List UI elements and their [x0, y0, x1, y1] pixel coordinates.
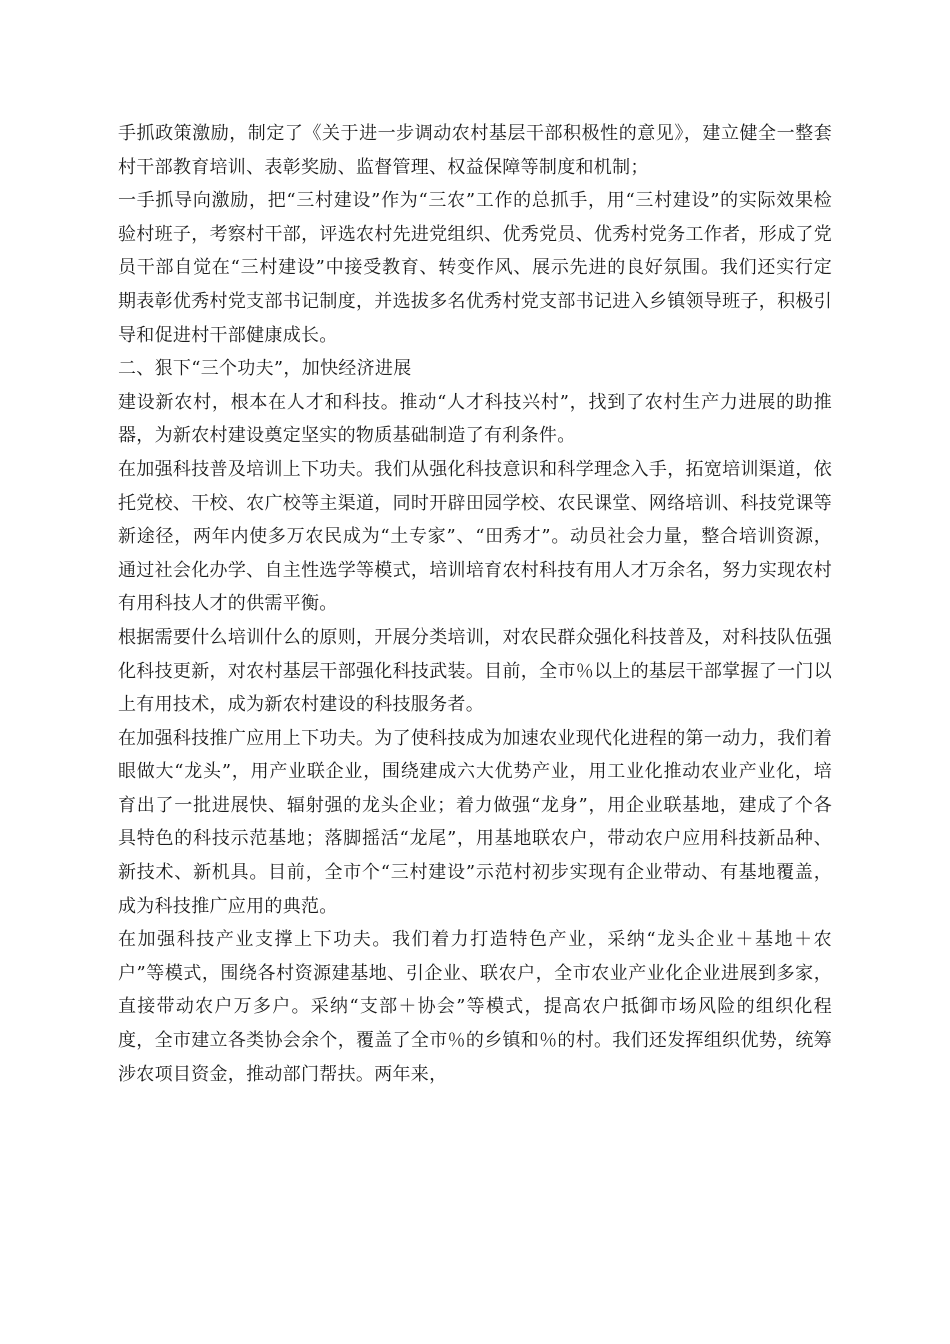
paragraph-tech-industry: 在加强科技产业支撑上下功夫。我们着力打造特色产业，采纳“龙头企业＋基地＋农户”等模式，围绕各村资源建基地、引企业、联农户，全市农业产业化企业进展到多家，直接带动农户万多户。采纳“支部＋协会”等模式，提高农户抵御市场风险的组织化程度，全市建立各类协会余个，覆盖了全市％的乡镇和％的村。我们还发挥组织优势，统筹涉农项目资金，推动部门帮扶。两年来， — [118, 929, 832, 1085]
section-heading-three-efforts: 二、狠下“三个功夫”，加快经济进展 — [118, 358, 412, 380]
paragraph-talent-technology: 建设新农村，根本在人才和科技。推动“人才科技兴村”，找到了农村生产力进展的助推器，为新农村建设奠定坚实的物质基础制造了有利条件。 — [118, 391, 832, 447]
paragraph-incentive-policy: 手抓政策激励，制定了《关于进一步调动农村基层干部积极性的意见》，建立健全一整套村干部教育培训、表彰奖励、监督管理、权益保障等制度和机制； — [118, 123, 832, 178]
paragraph-tech-training: 在加强科技普及培训上下功夫。我们从强化科技意识和科学理念入手，拓宽培训渠道，依托党校、干校、农广校等主渠道，同时开辟田园学校、农民课堂、网络培训、科技党课等新途径，两年内使多万农民成为“土专家”、“田秀才”。动员社会力量，整合培训资源，通过社会化办学、自主性选学等模式，培训培育农村科技有用人才万余名，努力实现农村有用科技人才的供需平衡。 — [118, 458, 832, 615]
paragraph-tech-promotion: 在加强科技推广应用上下功夫。为了使科技成为加速农业现代化进程的第一动力，我们着眼做大“龙头”，用产业联企业，围绕建成六大优势产业，用工业化推动农业产业化，培育出了一批进展快、辐射强的龙头企业；着力做强“龙身”，用企业联基地，建成了个各具特色的科技示范基地；落脚摇活“龙尾”，用基地联农户，带动农户应用科技新品种、新技术、新机具。目前，全市个“三村建设”示范村初步实现有企业带动、有基地覆盖，成为科技推广应用的典范。 — [118, 727, 832, 917]
document-body — [118, 117, 832, 1091]
paragraph-guidance-incentive: 一手抓导向激励，把“三村建设”作为“三农”工作的总抓手，用“三村建设”的实际效果检验村班子，考察村干部，评选农村先进党组织、优秀党员、优秀村党务工作者，形成了党员干部自觉在“三村建设”中接受教育、转变作风、展示先进的良好氛围。我们还实行定期表彰优秀村党支部书记制度，并选拔多名优秀村党支部书记进入乡镇领导班子，积极引导和促进村干部健康成长。 — [118, 190, 832, 346]
paragraph-classified-training: 根据需要什么培训什么的原则，开展分类培训，对农民群众强化科技普及，对科技队伍强化科技更新，对农村基层干部强化科技武装。目前，全市％以上的基层干部掌握了一门以上有用技术，成为新农村建设的科技服务者。 — [118, 626, 832, 716]
